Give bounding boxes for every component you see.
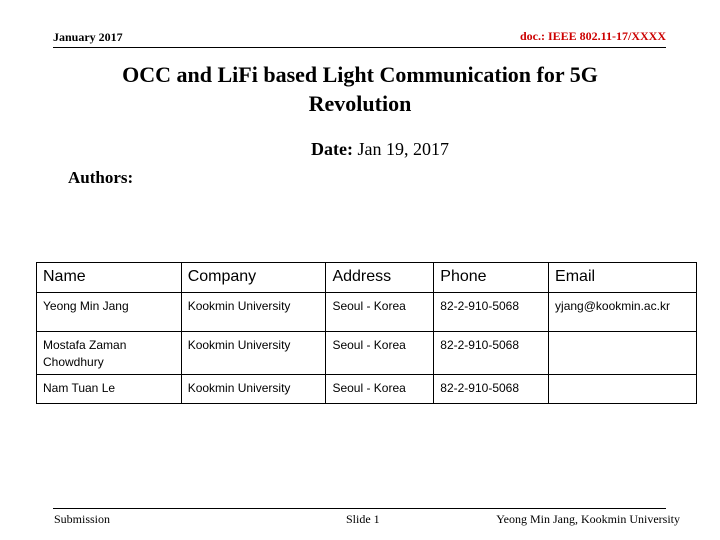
cell-address: Seoul - Korea [326, 332, 434, 375]
header-doc-id: doc.: IEEE 802.11-17/XXXX [519, 29, 666, 43]
cell-phone: 82-2-910-5068 [434, 293, 549, 332]
cell-name: Yeong Min Jang [37, 293, 182, 332]
cell-phone: 82-2-910-5068 [434, 375, 549, 404]
header-date: January 2017 [53, 30, 123, 44]
footer-author: Yeong Min Jang, Kookmin University [496, 512, 680, 526]
slide-title: OCC and LiFi based Light Communication for 5G Revolution [122, 62, 598, 116]
header-email: Email [549, 263, 697, 293]
header-address: Address [326, 263, 434, 293]
table-row [37, 332, 697, 375]
footer-divider [53, 508, 666, 509]
header-divider [53, 47, 666, 48]
header-name: Name [37, 263, 182, 293]
footer-submission: Submission [54, 512, 111, 526]
cell-address: Seoul - Korea [326, 375, 434, 404]
cell-email [549, 332, 697, 375]
date-label: Date: [311, 139, 353, 159]
date-value: Jan 19, 2017 [357, 139, 449, 159]
cell-company: Kookmin University [181, 293, 326, 332]
footer-slide-number: Slide 1 [346, 512, 380, 526]
table-row [37, 293, 697, 332]
cell-name: Nam Tuan Le [37, 375, 182, 404]
cell-company: Kookmin University [181, 375, 326, 404]
table-row [37, 375, 697, 404]
cell-phone: 82-2-910-5068 [434, 332, 549, 375]
cell-company: Kookmin University [181, 332, 326, 375]
header-company: Company [181, 263, 326, 293]
date-line [0, 139, 720, 160]
authors-label: Authors: [68, 168, 134, 187]
authors-table [36, 262, 697, 404]
cell-email: yjang@kookmin.ac.kr [549, 293, 697, 332]
table-header-row [37, 263, 697, 293]
cell-name: Mostafa Zaman Chowdhury [37, 332, 182, 375]
cell-email [549, 375, 697, 404]
cell-address: Seoul - Korea [326, 293, 434, 332]
header-phone: Phone [434, 263, 549, 293]
